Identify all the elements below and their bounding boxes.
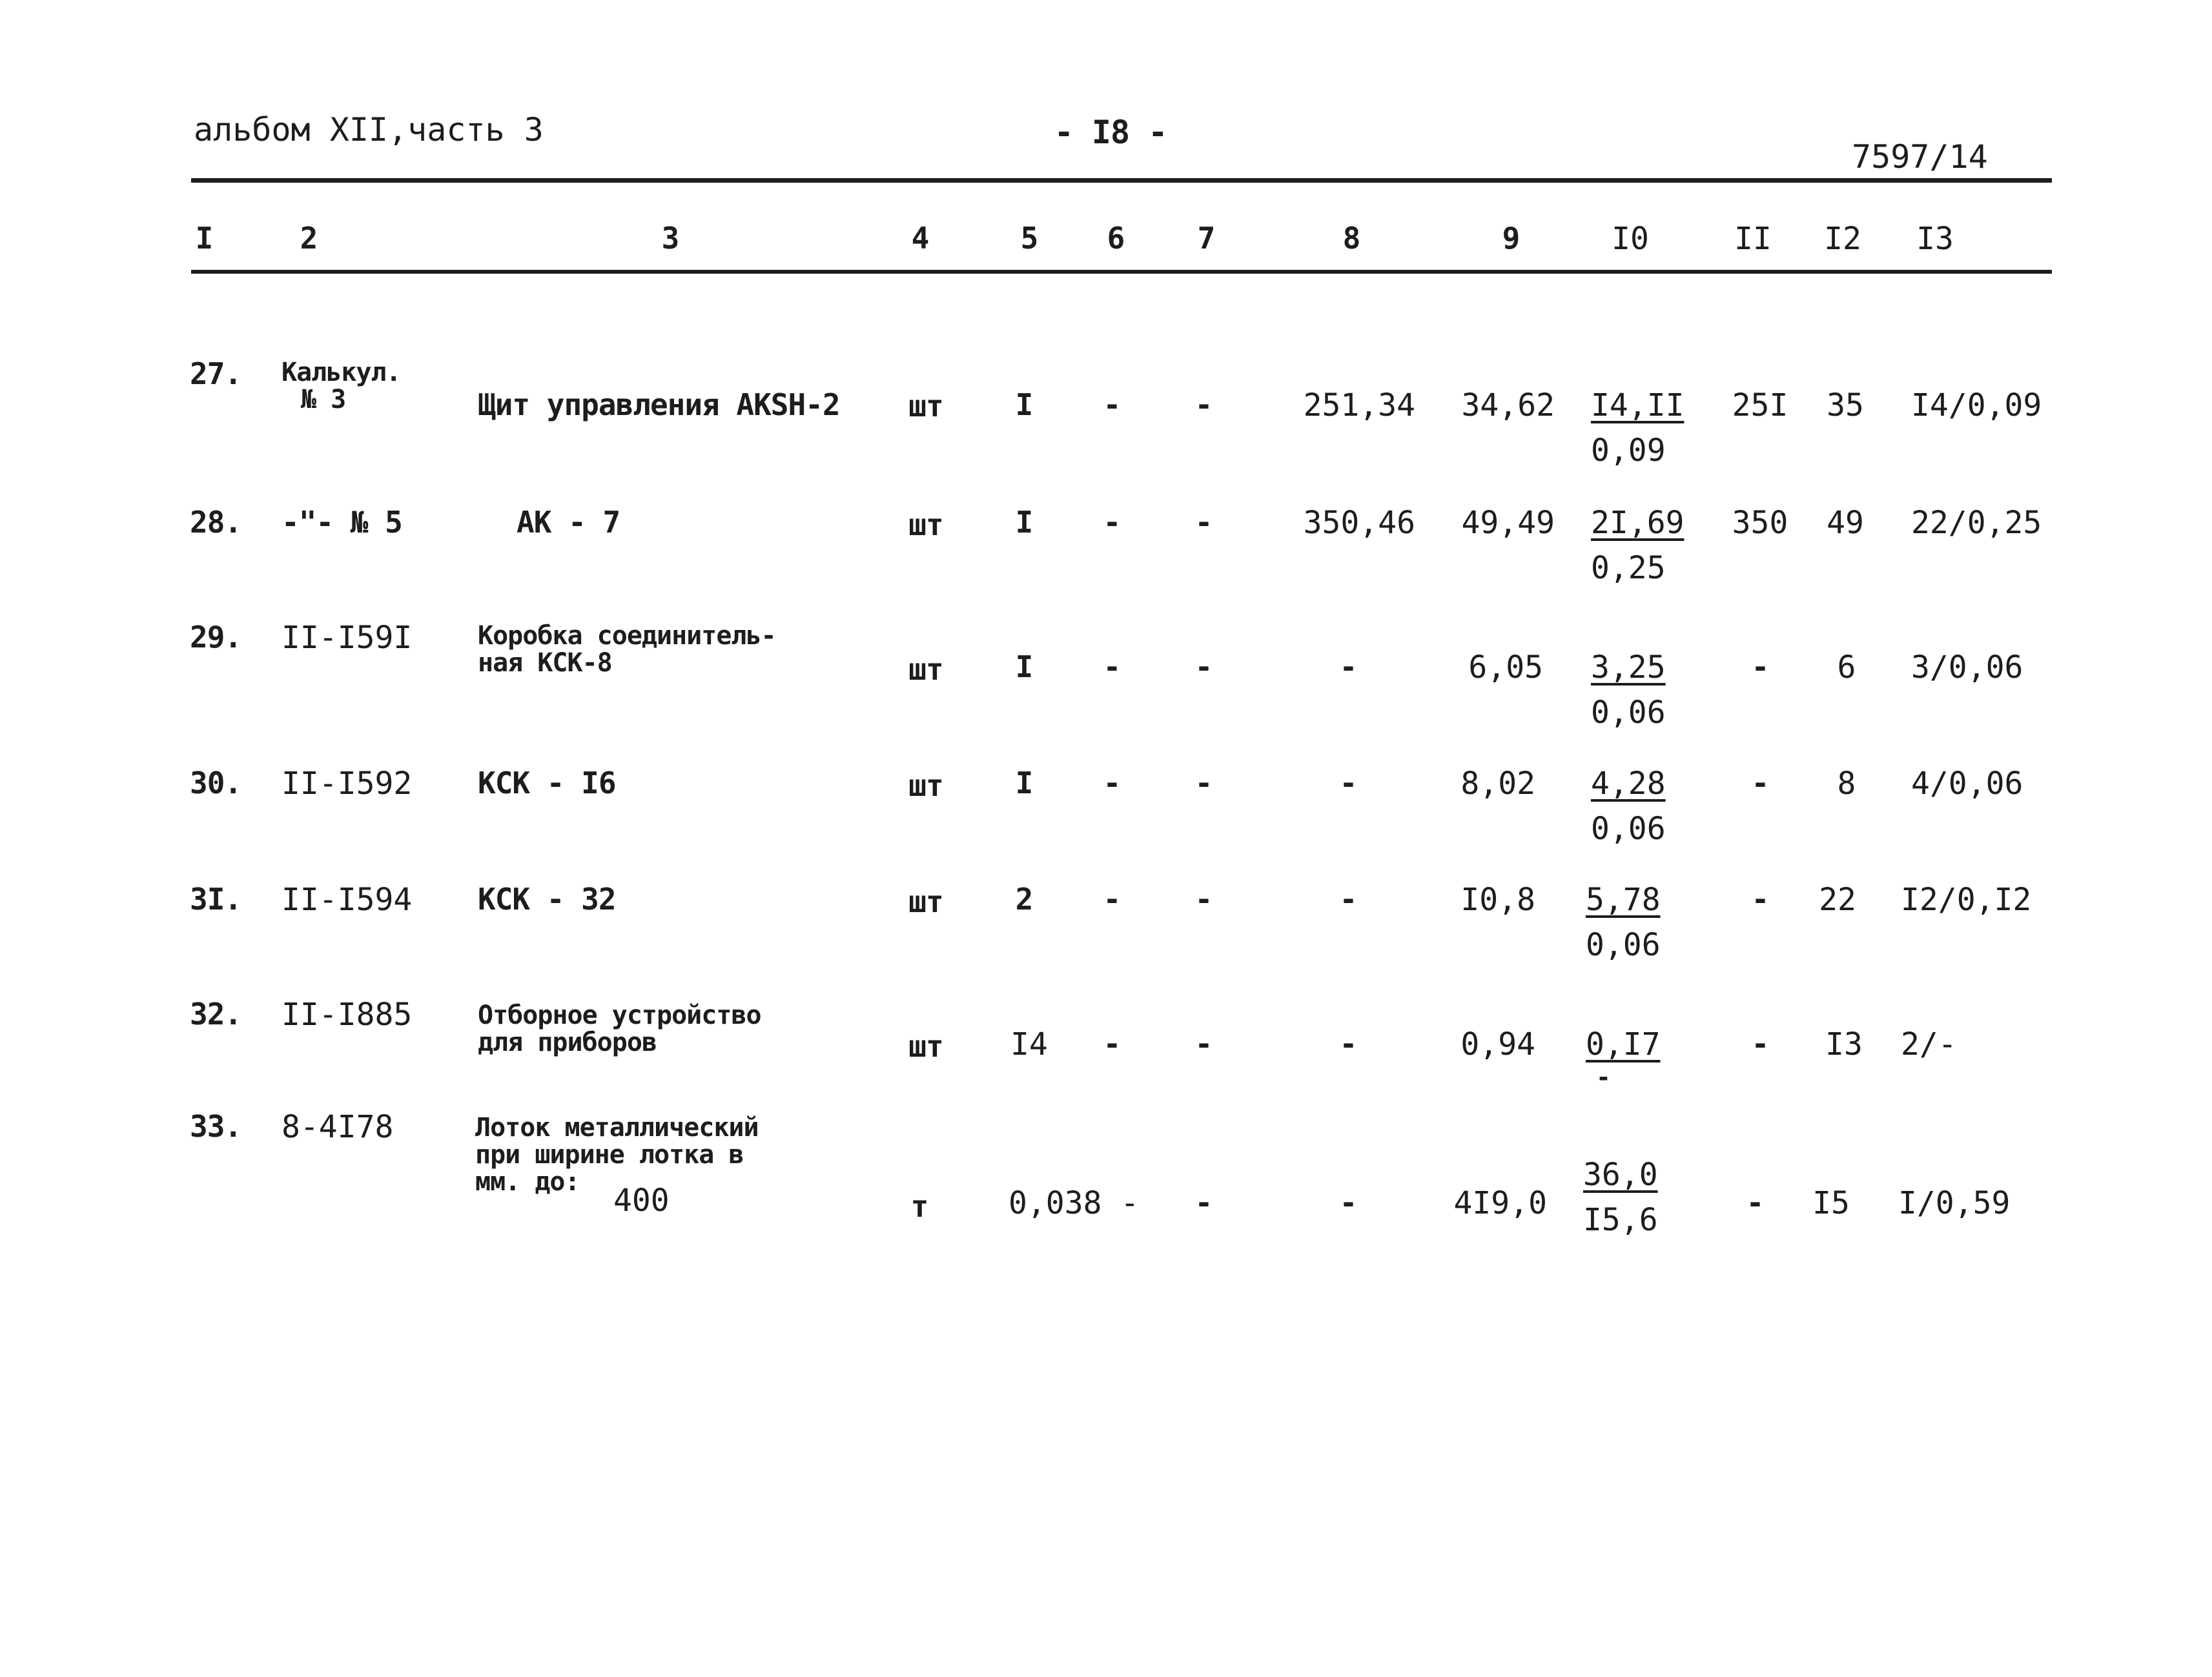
col-header: 5 bbox=[1020, 221, 1038, 256]
row-name: АК - 7 bbox=[517, 505, 620, 540]
col-header: 6 bbox=[1107, 221, 1125, 256]
col-header: I0 bbox=[1612, 221, 1649, 257]
row-col10-bottom: 0,06 bbox=[1591, 695, 1666, 731]
row-col9: 6,05 bbox=[1468, 649, 1543, 686]
row-col10-top: 2I,69 bbox=[1591, 505, 1685, 541]
row-col11: 350 bbox=[1732, 505, 1788, 541]
row-col6: - bbox=[1103, 505, 1121, 540]
row-qty: I4 bbox=[1010, 1026, 1048, 1062]
row-col9: 34,62 bbox=[1461, 387, 1555, 423]
row-number: 27. bbox=[190, 356, 242, 391]
row-col6: - bbox=[1103, 387, 1121, 422]
top-rule bbox=[191, 178, 2052, 183]
col-header: 2 bbox=[300, 221, 318, 256]
album-title: альбом XII,часть 3 bbox=[194, 111, 544, 148]
row-col10-top: 0,I7 bbox=[1586, 1026, 1661, 1062]
row-col7: - bbox=[1194, 882, 1213, 917]
row-unit: шт bbox=[908, 768, 943, 803]
row-unit: т bbox=[910, 1189, 928, 1224]
row-col9: I0,8 bbox=[1460, 882, 1535, 918]
row-unit: шт bbox=[908, 884, 943, 919]
row-code: II-I59I bbox=[282, 620, 413, 656]
row-col13: 4/0,06 bbox=[1911, 766, 2023, 802]
row-col12: 22 bbox=[1819, 882, 1856, 918]
row-name: Щит управления АКSН-2 bbox=[478, 387, 840, 422]
col-header: I2 bbox=[1824, 221, 1861, 257]
row-col8: 251,34 bbox=[1303, 387, 1415, 423]
row-col6: - bbox=[1103, 1026, 1121, 1061]
row-col10-bottom: 0,06 bbox=[1586, 927, 1661, 963]
page-number: - I8 - bbox=[1054, 114, 1167, 151]
col-header: II bbox=[1734, 221, 1772, 257]
row-qty: I bbox=[1015, 766, 1033, 800]
row-code bbox=[282, 359, 401, 413]
row-col6: - bbox=[1103, 766, 1121, 800]
row-col12: I3 bbox=[1825, 1026, 1863, 1062]
name-line: мм. до: bbox=[475, 1167, 580, 1197]
row-number: 33. bbox=[190, 1109, 242, 1144]
row-col7: - bbox=[1194, 766, 1213, 800]
row-col8: - bbox=[1339, 1026, 1357, 1061]
row-name: КСК - 32 bbox=[478, 882, 616, 917]
row-col12: I5 bbox=[1812, 1185, 1850, 1221]
row-col6: - bbox=[1103, 649, 1121, 684]
row-qty: I bbox=[1015, 649, 1033, 684]
row-unit: шт bbox=[908, 389, 943, 423]
row-code: II-I594 bbox=[282, 882, 413, 918]
row-code: II-I885 bbox=[282, 997, 413, 1033]
row-col10-top: 36,0 bbox=[1583, 1157, 1658, 1193]
col-header: 3 bbox=[661, 221, 679, 256]
row-col11: 25I bbox=[1732, 387, 1788, 423]
row-unit: шт bbox=[908, 507, 943, 542]
row-col10-top: I4,II bbox=[1591, 387, 1685, 423]
row-number: 3I. bbox=[190, 882, 242, 917]
row-col7: - bbox=[1194, 387, 1213, 422]
row-name-value: 400 bbox=[613, 1183, 670, 1219]
row-col7: - bbox=[1194, 649, 1213, 684]
row-col6: - bbox=[1103, 882, 1121, 917]
col-header: I3 bbox=[1916, 221, 1954, 257]
row-col12: 8 bbox=[1837, 766, 1856, 802]
row-code: 8-4I78 bbox=[282, 1109, 394, 1145]
name-line: для приборов bbox=[478, 1028, 657, 1057]
name-line: при ширине лотка в bbox=[475, 1140, 744, 1170]
row-col8: - bbox=[1339, 649, 1357, 684]
row-col10-bottom: 0,25 bbox=[1591, 550, 1666, 586]
col-header: I bbox=[195, 221, 213, 256]
row-col11: - bbox=[1751, 766, 1769, 800]
row-col7: - bbox=[1194, 1026, 1213, 1061]
name-line: Коробка соединитель- bbox=[478, 621, 776, 651]
row-col7: - bbox=[1194, 1185, 1213, 1220]
row-col11: - bbox=[1751, 882, 1769, 917]
row-col9: 8,02 bbox=[1460, 766, 1535, 802]
code-line: Калькул. bbox=[282, 358, 401, 387]
row-col10-bottom: I5,6 bbox=[1583, 1202, 1658, 1238]
row-code: II-I592 bbox=[282, 766, 413, 802]
document-number: 7597/14 bbox=[1852, 138, 1988, 176]
header-rule bbox=[191, 270, 2052, 274]
row-name bbox=[478, 1002, 761, 1056]
row-col11: - bbox=[1751, 1026, 1769, 1061]
col-header: 9 bbox=[1502, 221, 1520, 256]
row-col12: 35 bbox=[1827, 387, 1864, 423]
row-col9: 4I9,0 bbox=[1453, 1185, 1547, 1221]
row-col7: - bbox=[1194, 505, 1213, 540]
row-col10-top: 5,78 bbox=[1586, 882, 1661, 918]
row-col10-top: 4,28 bbox=[1591, 766, 1666, 802]
row-col8: 350,46 bbox=[1303, 505, 1415, 541]
row-col11: - bbox=[1746, 1185, 1764, 1220]
row-col8: - bbox=[1339, 766, 1357, 800]
name-line: Отборное устройство bbox=[478, 1001, 761, 1030]
row-col8: - bbox=[1339, 1185, 1357, 1220]
row-col13: 22/0,25 bbox=[1911, 505, 2042, 541]
row-col10-bottom: - bbox=[1596, 1063, 1610, 1092]
row-qty: I bbox=[1015, 387, 1033, 422]
row-code: -"- № 5 bbox=[282, 505, 402, 540]
row-col9: 49,49 bbox=[1461, 505, 1555, 541]
row-qty: I bbox=[1015, 505, 1033, 540]
row-col13: I/0,59 bbox=[1898, 1185, 2011, 1221]
row-name bbox=[478, 622, 776, 676]
row-number: 28. bbox=[190, 505, 242, 540]
row-unit: шт bbox=[908, 652, 943, 687]
col-header: 4 bbox=[911, 221, 929, 256]
row-col11: - bbox=[1751, 649, 1769, 684]
name-line: ная КСК-8 bbox=[478, 648, 612, 678]
row-unit: шт bbox=[908, 1029, 943, 1064]
col-header: 7 bbox=[1197, 221, 1215, 256]
row-col8: - bbox=[1339, 882, 1357, 917]
row-col12: 49 bbox=[1827, 505, 1864, 541]
row-col12: 6 bbox=[1837, 649, 1856, 686]
row-col9: 0,94 bbox=[1460, 1026, 1535, 1062]
row-number: 30. bbox=[190, 766, 242, 800]
row-qty: 2 bbox=[1015, 882, 1033, 917]
row-col10-top: 3,25 bbox=[1591, 649, 1666, 686]
name-line: Лоток металлический bbox=[475, 1113, 759, 1143]
code-line: № 3 bbox=[301, 385, 346, 414]
row-col13: 2/- bbox=[1901, 1026, 1957, 1062]
row-qty: 0,038 - bbox=[1009, 1185, 1140, 1221]
row-col13: I2/0,I2 bbox=[1901, 882, 2032, 918]
row-number: 29. bbox=[190, 620, 242, 655]
row-col13: I4/0,09 bbox=[1911, 387, 2042, 423]
row-col10-bottom: 0,09 bbox=[1591, 432, 1666, 469]
row-number: 32. bbox=[190, 997, 242, 1032]
col-header: 8 bbox=[1342, 221, 1360, 256]
row-col13: 3/0,06 bbox=[1911, 649, 2023, 686]
row-name: КСК - I6 bbox=[478, 766, 616, 800]
row-col10-bottom: 0,06 bbox=[1591, 811, 1666, 847]
